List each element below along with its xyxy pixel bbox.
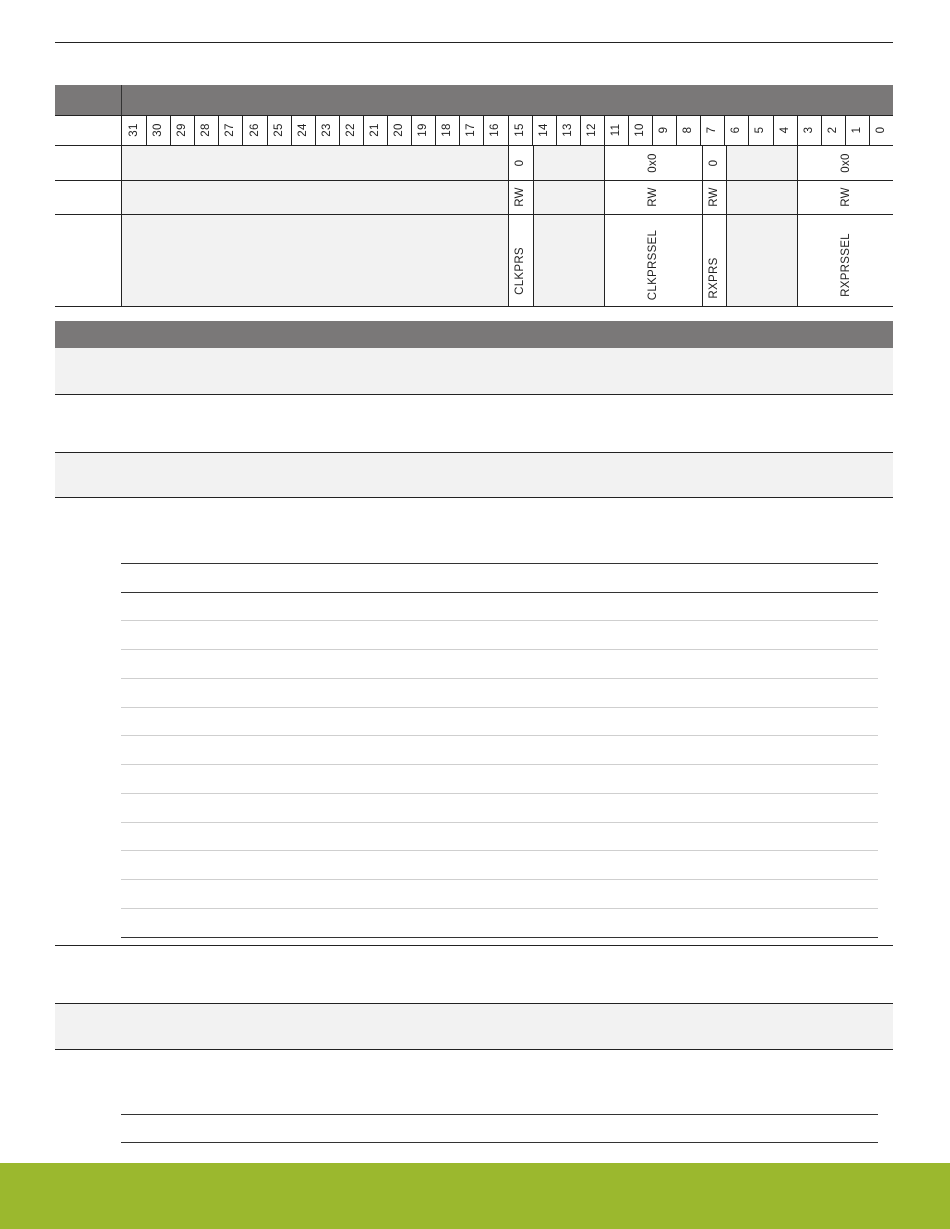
reserved-bits-6-4: [727, 146, 797, 306]
row-line: [55, 180, 893, 181]
bit-number: 28: [200, 123, 213, 137]
bit-column-line: [628, 115, 629, 145]
subtable-line: [121, 592, 878, 593]
bit-number: 6: [730, 126, 743, 134]
bit-column-line: [532, 115, 533, 145]
col-line: [726, 145, 727, 306]
bit-number: 31: [128, 123, 141, 137]
bit-number: 10: [634, 123, 647, 137]
subtable-line: [121, 793, 878, 794]
col-line: [121, 115, 122, 306]
bit-number: 15: [513, 123, 526, 137]
row-line: [55, 115, 893, 116]
subtable-line: [121, 620, 878, 621]
subtable-line: [121, 1114, 878, 1115]
bit-number: 14: [537, 123, 550, 137]
subtable-line: [121, 1142, 878, 1143]
bit-column-line: [411, 115, 412, 145]
bit-column-line: [339, 115, 340, 145]
rxprs-access: RW: [708, 187, 720, 207]
subtable-line: [121, 707, 878, 708]
col-line: [702, 145, 703, 306]
bit-column-line: [797, 115, 798, 145]
description-row-shaded: [55, 1003, 893, 1049]
bit-column-line: [869, 115, 870, 145]
bit-column-line: [483, 115, 484, 145]
reserved-bits-31-16: [122, 146, 508, 306]
bit-column-line: [508, 115, 509, 145]
header-divider: [121, 85, 122, 115]
bit-number: 16: [489, 123, 502, 137]
bit-number: 0: [874, 126, 887, 134]
register-header-bar: [55, 85, 893, 115]
subtable-line: [121, 937, 878, 938]
bit-column-line: [652, 115, 653, 145]
bit-column-line: [604, 115, 605, 145]
subtable-line: [121, 764, 878, 765]
description-row-shaded: [55, 348, 893, 394]
subtable-line: [121, 563, 878, 564]
rxprssel-access: RW: [840, 187, 852, 207]
bit-column-line: [676, 115, 677, 145]
bit-number: 8: [682, 126, 695, 134]
clkprssel-name: CLKPRSSEL: [647, 229, 659, 301]
bit-number: 9: [658, 126, 671, 134]
bit-number: 27: [224, 123, 237, 137]
col-line: [797, 145, 798, 306]
bit-number: 20: [393, 123, 406, 137]
bit-column-line: [773, 115, 774, 145]
subtable-line: [121, 850, 878, 851]
clkprssel-reset: 0x0: [647, 153, 659, 173]
bit-column-line: [146, 115, 147, 145]
row-line: [55, 306, 893, 307]
bit-column-line: [556, 115, 557, 145]
description-row-line: [55, 1049, 893, 1050]
bit-number: 18: [441, 123, 454, 137]
bit-column-line: [267, 115, 268, 145]
bit-number: 1: [850, 126, 863, 134]
bit-column-line: [700, 115, 701, 145]
bit-number: 21: [368, 123, 381, 137]
bit-number: 22: [344, 123, 357, 137]
bit-number: 4: [778, 126, 791, 134]
bit-column-line: [194, 115, 195, 145]
description-row-line: [55, 452, 893, 453]
bit-column-line: [315, 115, 316, 145]
bit-number: 23: [320, 123, 333, 137]
bit-number: 24: [296, 123, 309, 137]
bit-column-line: [724, 115, 725, 145]
bit-number: 2: [826, 126, 839, 134]
clkprs-access: RW: [514, 187, 526, 207]
subtable-line: [121, 678, 878, 679]
rxprssel-name: RXPRSSEL: [840, 233, 852, 297]
bit-column-line: [580, 115, 581, 145]
bit-column-line: [218, 115, 219, 145]
description-row-line: [55, 945, 893, 946]
bit-column-line: [459, 115, 460, 145]
bit-column-line: [821, 115, 822, 145]
bit-column-line: [845, 115, 846, 145]
footer-band: [0, 1163, 950, 1229]
bit-number: 12: [585, 123, 598, 137]
bit-column-line: [242, 115, 243, 145]
description-row-line: [55, 1003, 893, 1004]
bit-number: 30: [152, 123, 165, 137]
row-line: [55, 145, 893, 146]
bit-number: 3: [802, 126, 815, 134]
description-row-shaded: [55, 452, 893, 497]
reserved-bits-14-12: [534, 146, 604, 306]
bit-column-line: [435, 115, 436, 145]
bit-number: 7: [706, 126, 719, 134]
bit-column-line: [291, 115, 292, 145]
bit-column-line: [748, 115, 749, 145]
bit-number: 11: [609, 123, 622, 137]
clkprs-name: CLKPRS: [514, 247, 526, 295]
bit-number: 5: [754, 126, 767, 134]
rxprs-reset: 0: [708, 159, 720, 167]
bit-number: 26: [248, 123, 261, 137]
bit-number: 25: [272, 123, 285, 137]
row-line: [55, 214, 893, 215]
rxprs-name: RXPRS: [708, 257, 720, 299]
rxprssel-reset: 0x0: [840, 153, 852, 173]
subtable-line: [121, 879, 878, 880]
col-line: [508, 145, 509, 306]
description-row-line: [55, 394, 893, 395]
bit-number: 29: [176, 123, 189, 137]
subtable-line: [121, 735, 878, 736]
col-line: [604, 145, 605, 306]
clkprssel-access: RW: [647, 187, 659, 207]
subtable-line: [121, 649, 878, 650]
bit-column-line: [363, 115, 364, 145]
bit-number: 17: [465, 123, 478, 137]
description-header-bar: [55, 321, 893, 348]
bit-number: 19: [417, 123, 430, 137]
bit-number: 13: [561, 123, 574, 137]
subtable-line: [121, 908, 878, 909]
bit-column-line: [170, 115, 171, 145]
subtable-line: [121, 822, 878, 823]
bit-column-line: [387, 115, 388, 145]
description-row-line: [55, 497, 893, 498]
col-line: [533, 145, 534, 306]
clkprs-reset: 0: [514, 159, 526, 167]
top-rule: [55, 42, 893, 43]
